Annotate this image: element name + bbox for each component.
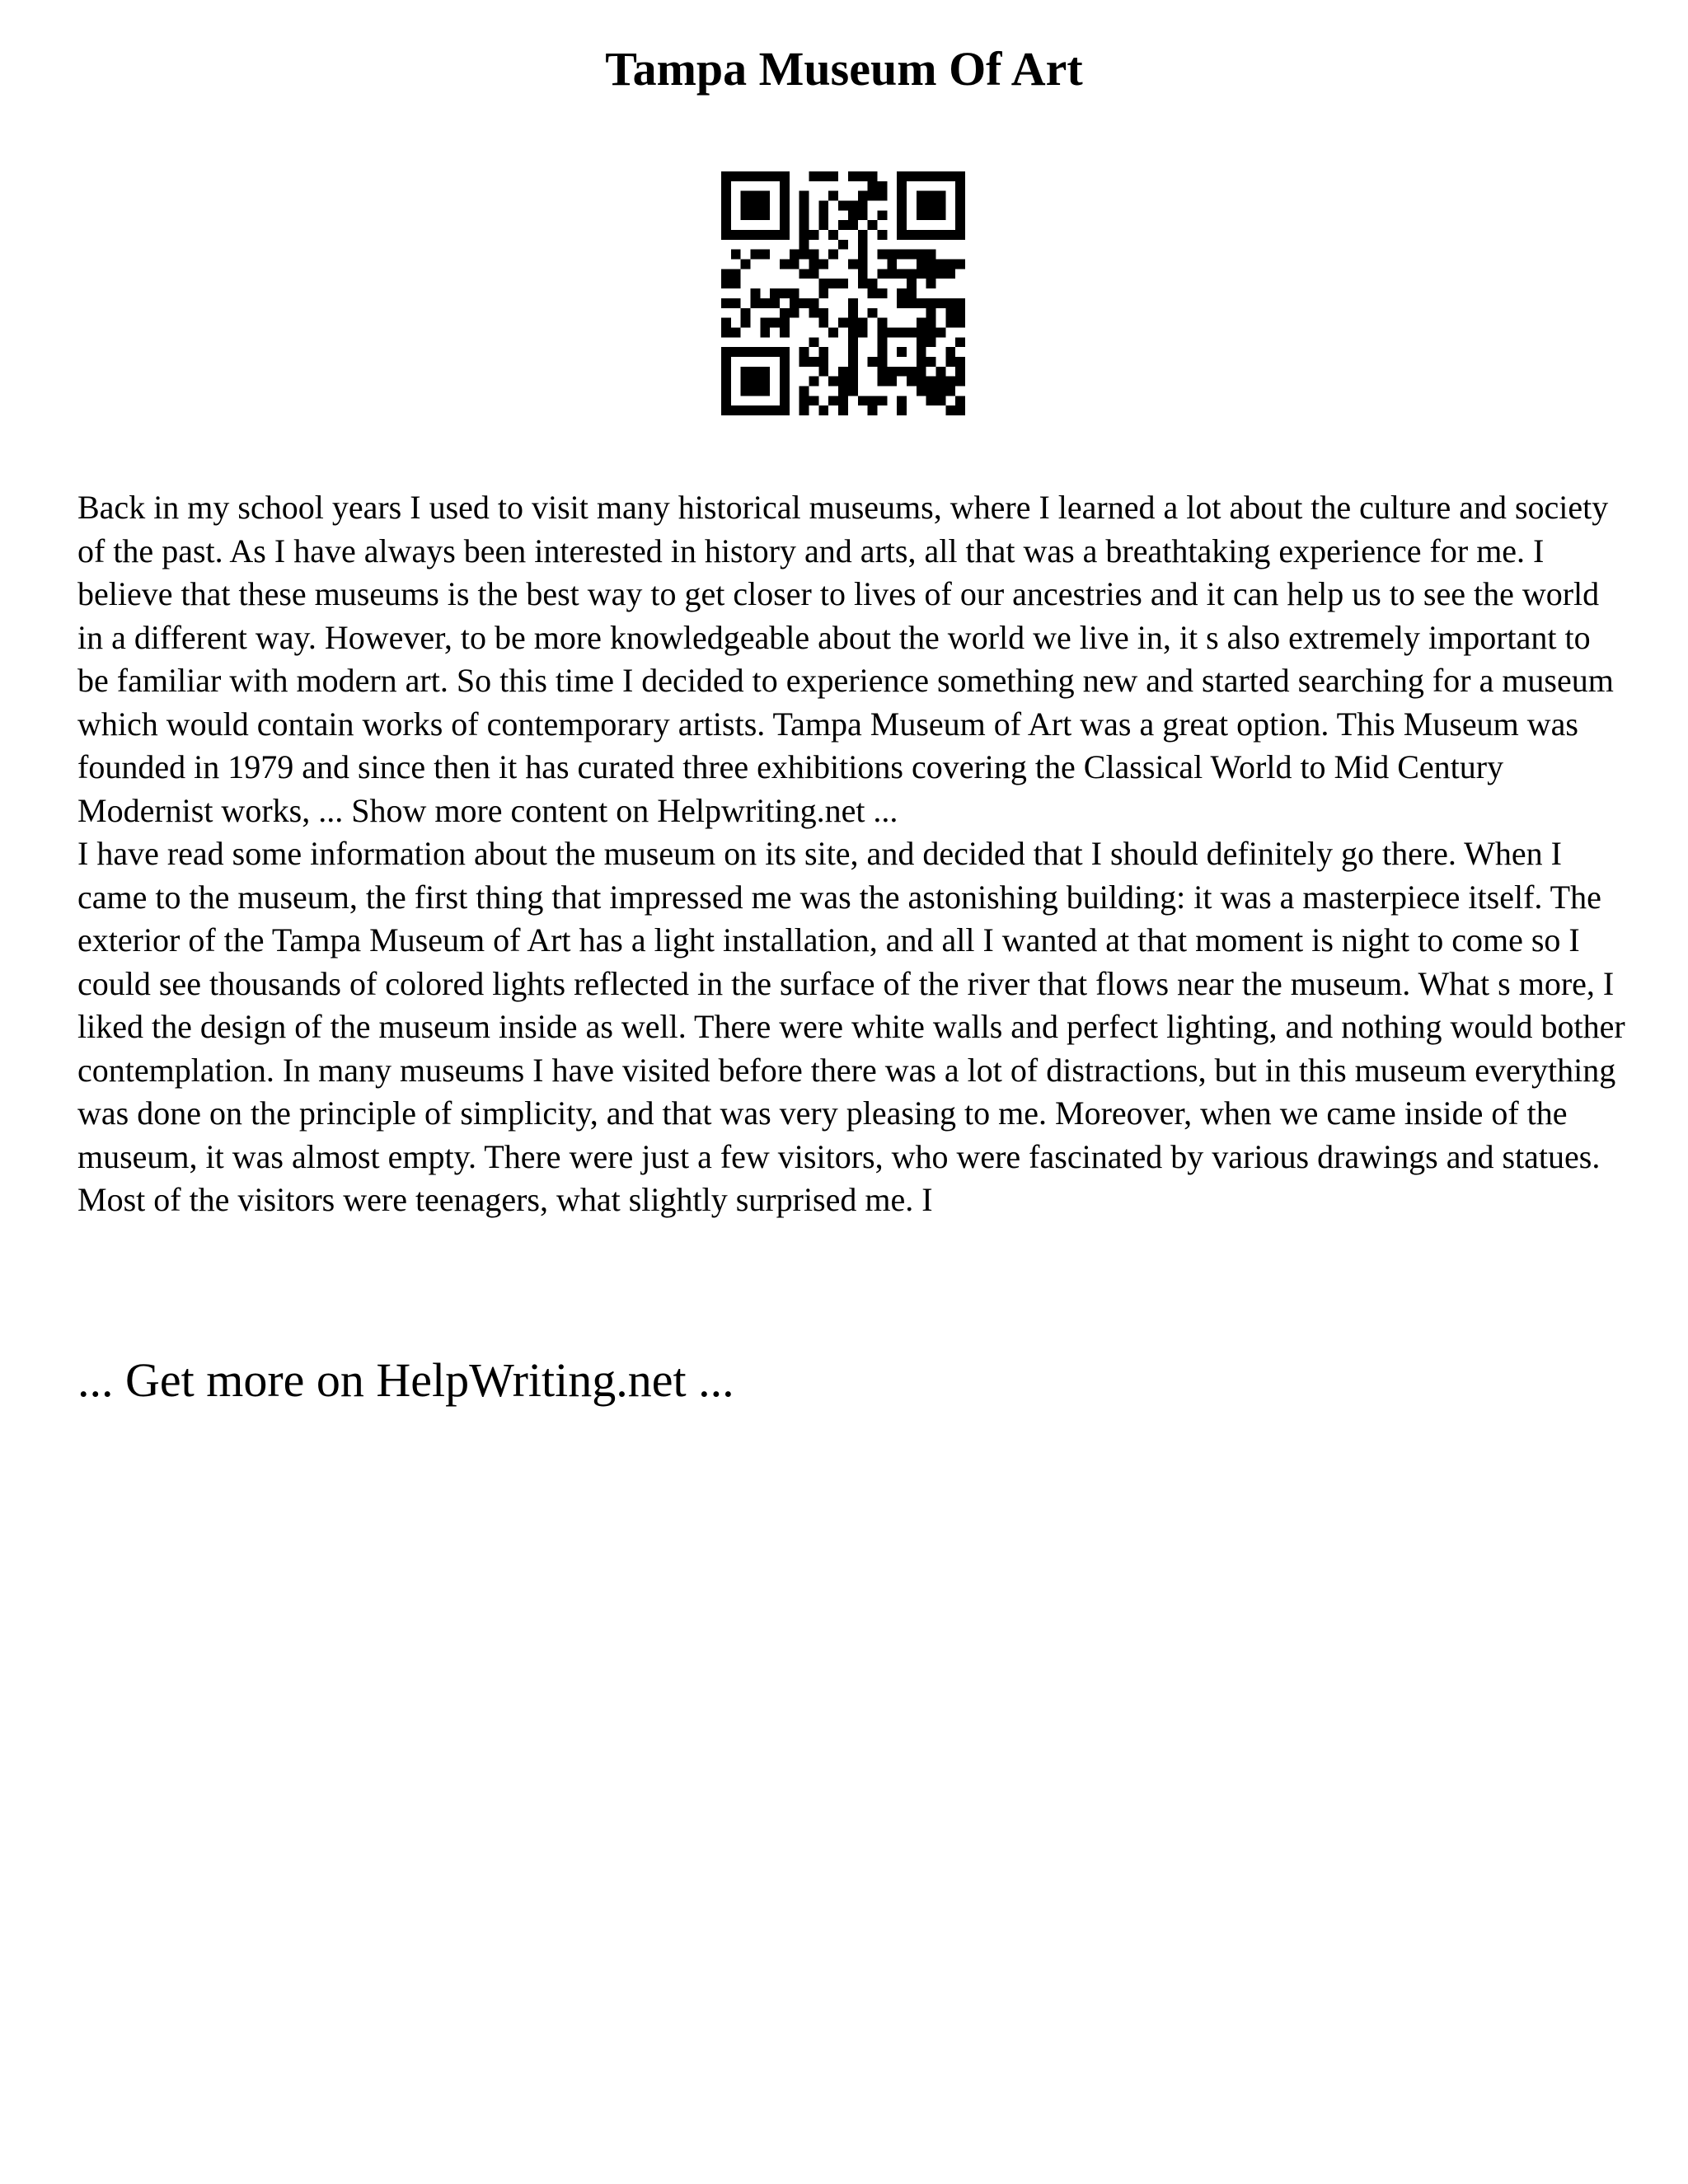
document-title: Tampa Museum Of Art [605,42,1083,96]
paragraph: I have read some information about the museum on its site, and decided that I should definitely go there. When I came to the museum, the first thing that impressed me was the astonishing building: it was a masterpiece itself. The exterior of the Tampa Museum of Art has a light installation, and all I wanted at that moment is night to come so I could see thousands of colored lights reflected in the surface of the river that flows near the museum. What s more, I liked the design of the museum inside as well. There were white walls and perfect lighting, and nothing would bother contemplation. In many museums I have visited before there was a lot of distractions, but in this museum everything was done on the principle of simplicity, and that was very pleasing to me. Moreover, when we came inside of the museum, it was almost empty. There were just a few visitors, who were fascinated by various drawings and statues. Most of the visitors were teenagers, what slightly surprised me. I [77,835,1625,1218]
qr-code-icon [721,171,965,415]
paragraph: Back in my school years I used to visit many historical museums, where I learned a lot about the culture and society of the past. As I have always been interested in history and arts, all that was a breathtaking experience for me. I believe that these museums is the best way to get closer to lives of our ancestries and it can help us to see the world in a different way. However, to be more knowledgeable about the world we live in, it s also extremely important to be familiar with modern art. So this time I decided to experience something new and started searching for a museum which would contain works of contemporary artists. Tampa Museum of Art was a great option. This Museum was founded in 1979 and since then it has curated three exhibitions covering the Classical World to Mid Century Modernist works, ... Show more content on Helpwriting.net ... [77,489,1614,829]
get-more-link[interactable]: ... Get more on HelpWriting.net ... [77,1353,734,1407]
document-body [77,486,1627,1222]
